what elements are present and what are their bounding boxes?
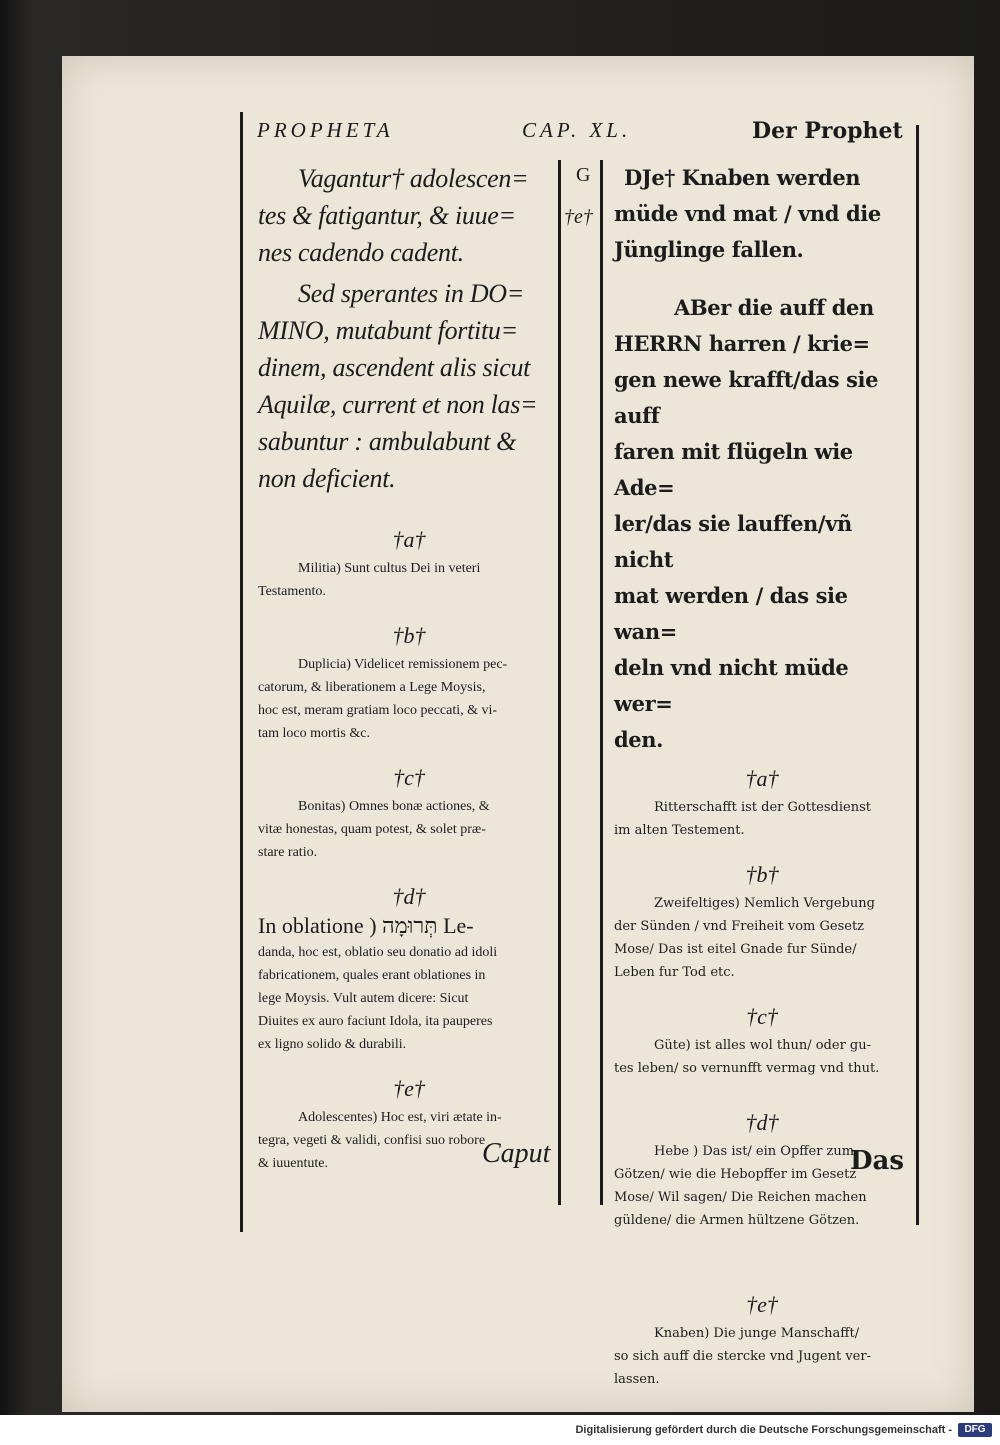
note-line: Knaben) Die junge Manschafft/ — [654, 1326, 860, 1341]
note-mark-c: †c† — [746, 1004, 778, 1029]
note-mark-b: †b† — [745, 862, 779, 887]
latin-note-b — [258, 653, 560, 745]
note-line: catorum, & liberationem a Lege Moysis, — [258, 680, 486, 695]
note-mark-c: †c† — [393, 765, 425, 790]
footer-credit: Digitalisierung gefördert durch die Deutsche Forschungsgemeinschaft - — [575, 1424, 952, 1436]
latin-note-d — [258, 914, 560, 1056]
note-line: Zweifeltiges) Nemlich Vergebung — [654, 896, 875, 911]
rule-left-outer — [240, 112, 243, 1232]
note-line: Güte) ist alles wol thun/ oder gu- — [654, 1038, 872, 1053]
note-line: fabricationem, quales erant oblationes in — [258, 968, 486, 983]
note-mark-a: †a† — [392, 527, 426, 552]
note-line: Götzen/ wie die Hebopffer im Gesetz — [614, 1167, 857, 1182]
text-line: tes & fatigantur, & iuue= — [258, 201, 516, 230]
note-line: tegra, vegeti & validi, confisi suo robore — [258, 1133, 486, 1148]
text-line: Jünglinge fallen. — [614, 237, 804, 262]
running-head-right: Der Prophet — [752, 118, 903, 144]
latin-verse-2 — [258, 275, 560, 497]
text-line: HERRN harren / krie= — [614, 331, 870, 356]
margin-letter: G — [576, 164, 591, 186]
note-line: Mose/ Das ist eitel Gnade fur Sünde/ — [614, 942, 857, 957]
note-line: Adolescentes) Hoc est, viri ætate in- — [298, 1110, 502, 1125]
text-line: Sed sperantes in DO= — [298, 279, 525, 308]
catchword-latin: Caput — [482, 1138, 551, 1169]
text-line: ABer die auff den — [674, 295, 874, 320]
text-line: deln vnd nicht müde wer= — [614, 655, 849, 716]
footer-bar — [0, 1415, 1000, 1445]
note-line: In oblatione ) תְּרוּמָה Le- — [258, 913, 474, 938]
text-line: müde vnd mat / vnd die — [614, 201, 881, 226]
note-mark-d: †d† — [392, 884, 426, 909]
text-line: Aquilæ, current et non las= — [258, 390, 538, 419]
note-mark-e: †e† — [393, 1076, 425, 1101]
text-line: dinem, ascendent alis sicut — [258, 353, 531, 382]
text-line: ler/das sie lauffen/vñ nicht — [614, 511, 852, 572]
text-line: sabuntur : ambulabunt & — [258, 427, 517, 456]
note-line: güldene/ die Armen hültzene Götzen. — [614, 1213, 860, 1228]
note-line: Bonitas) Omnes bonæ actiones, & — [298, 799, 490, 814]
note-line: Militia) Sunt cultus Dei in veteri — [298, 561, 481, 576]
note-line: & iuuentute. — [258, 1156, 328, 1171]
latin-note-a — [258, 557, 560, 603]
note-mark-b: †b† — [392, 623, 426, 648]
dfg-logo-icon[interactable]: DFG — [958, 1423, 992, 1437]
note-line: lassen. — [614, 1372, 660, 1387]
latin-column — [258, 160, 560, 1175]
german-note-a — [614, 796, 910, 842]
note-mark-d: †d† — [745, 1110, 779, 1135]
note-line: tam loco mortis &c. — [258, 726, 370, 741]
note-mark-e: †e† — [746, 1292, 778, 1317]
latin-verse-1 — [258, 160, 560, 197]
text-line: mat werden / das sie wan= — [614, 583, 848, 644]
text-line: non deficient. — [258, 464, 396, 493]
margin-note-mark: †e† — [564, 206, 593, 228]
german-note-b — [614, 892, 910, 984]
text-line: gen newe krafft/das sie auff — [614, 367, 879, 428]
latin-note-c — [258, 795, 560, 864]
latin-verse-1-cont — [258, 197, 560, 271]
note-line: tes leben/ so vernunfft vermag vnd thut. — [614, 1061, 880, 1076]
note-line: der Sünden / vnd Freiheit vom Gesetz — [614, 919, 865, 934]
text-line: MINO, mutabunt fortitu= — [258, 316, 518, 345]
note-line: Ritterschafft ist der Gottesdienst — [654, 800, 871, 815]
chapter-head: CAP. XL. — [522, 118, 632, 142]
note-mark-a: †a† — [745, 766, 779, 791]
note-line: Leben fur Tod etc. — [614, 965, 735, 980]
text-line: DJe† Knaben werden — [624, 165, 861, 190]
note-line: Hebe ) Das ist/ ein Opffer zum — [654, 1144, 855, 1159]
note-line: Testamento. — [258, 584, 326, 599]
text-line: faren mit flügeln wie Ade= — [614, 439, 853, 500]
note-line: lege Moysis. Vult autem dicere: Sicut — [258, 991, 469, 1006]
note-line: danda, hoc est, oblatio seu donatio ad idoli — [258, 945, 498, 960]
german-verse-1 — [614, 160, 910, 268]
note-line: Diuites ex auro faciunt Idola, ita pauperes — [258, 1014, 493, 1029]
note-line: stare ratio. — [258, 845, 318, 860]
note-line: Mose/ Wil sagen/ Die Reichen machen — [614, 1190, 867, 1205]
rule-right-outer — [916, 125, 919, 1225]
note-line: ex ligno solido & durabili. — [258, 1037, 407, 1052]
note-line: im alten Testement. — [614, 823, 745, 838]
note-line: so sich auff die stercke vnd Jugent ver- — [614, 1349, 871, 1364]
german-note-c — [614, 1034, 910, 1080]
text-line: den. — [614, 727, 664, 752]
text-line: nes cadendo cadent. — [258, 238, 464, 267]
german-column — [614, 160, 910, 1391]
german-note-e — [614, 1322, 910, 1391]
note-line: vitæ honestas, quam potest, & solet præ- — [258, 822, 486, 837]
catchword-german: Das — [850, 1146, 905, 1176]
note-line: hoc est, meram gratiam loco peccati, & vi- — [258, 703, 498, 718]
german-verse-2 — [614, 290, 910, 758]
note-line: Duplicia) Videlicet remissionem pec- — [298, 657, 508, 672]
running-head-left: PROPHETA — [257, 118, 394, 142]
text-line: Vagantur† adolescen= — [298, 164, 529, 193]
rule-right-inner — [600, 160, 603, 1205]
